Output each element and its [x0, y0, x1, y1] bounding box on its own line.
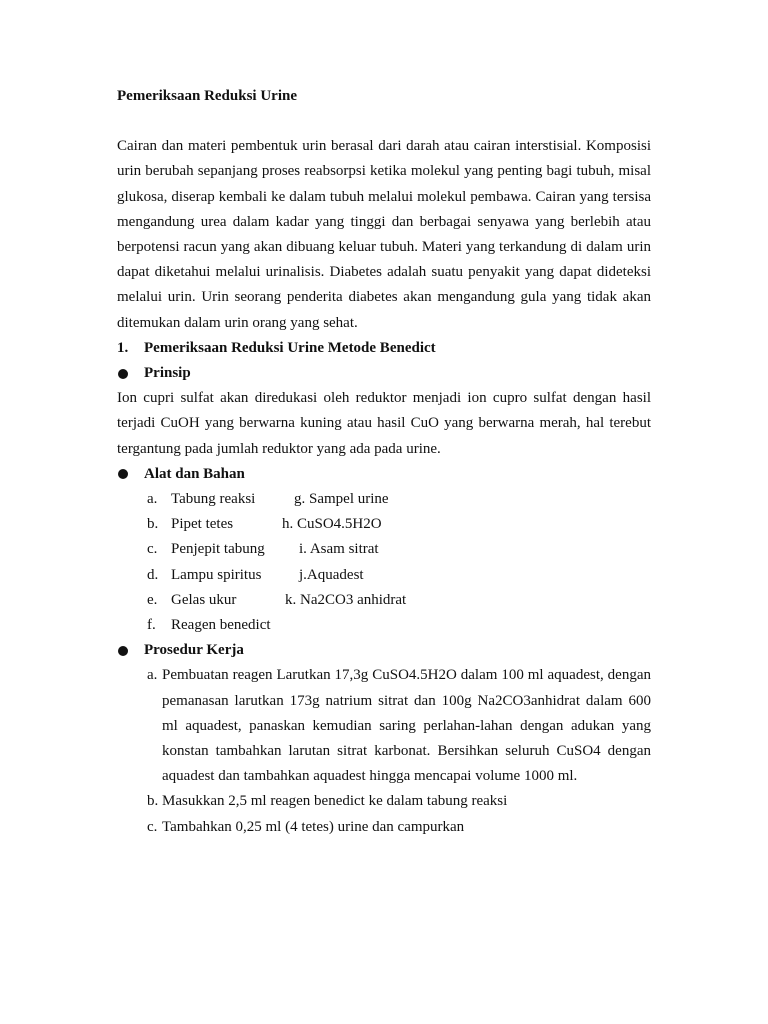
step-text: Tambahkan 0,25 ml (4 tetes) urine dan campurkan	[162, 818, 465, 835]
list-item-text-right: i. Asam sitrat	[299, 541, 379, 558]
list-item-text-right: j.Aquadest	[299, 566, 364, 583]
list-item	[147, 663, 651, 789]
list-item-text-right: g. Sampel urine	[294, 491, 389, 508]
prinsip-heading-text: Prinsip	[144, 365, 191, 382]
step-text: Pembuatan reagen Larutkan 17,3g CuSO4.5H2O dalam 100 ml aquadest, dengan pemanasan larutkan 173g natrium sitrat dan 100g Na2CO3anhidrat dalam 600 ml aquadest, panaskan kemudian saring perlahan-lahan dengan adukan yang konstan tambahkan larutan sitrat karbonat. Bersihkan seluruh CuSO4 dengan aquadest dan tambahkan aquadest hingga mencapai volume 1000 ml.	[162, 667, 651, 785]
intro-paragraph: Cairan dan materi pembentuk urin berasal dari darah atau cairan interstisial. Komposisi urin berubah sepanjang proses reabsorpsi ketika molekul yang penting bagi tubuh, misal glukosa, diserap kembali ke dalam tubuh melalui molekul pembawa. Cairan yang tersisa mengandung urea dalam kadar yang tinggi dan berbagai senyawa yang berlebih atau berpotensi racun yang akan dibuang keluar tubuh. Materi yang terkandung di dalam urin dapat diketahui melalui urinalisis. Diabetes adalah suatu penyakit yang dapat dideteksi melalui urin. Urin seorang penderita diabetes akan mengandung gula yang tidak akan ditemukan dalam urin orang yang sehat.	[117, 138, 651, 331]
bullet-icon	[117, 646, 144, 656]
list-item	[117, 512, 651, 537]
list-item-text: Lampu spiritus	[171, 566, 262, 583]
list-item	[117, 537, 651, 562]
section-number: 1.	[117, 339, 129, 356]
step-text: Masukkan 2,5 ml reagen benedict ke dalam tabung reaksi	[162, 793, 508, 810]
list-item-text: Penjepit tabung	[171, 541, 265, 558]
alat-heading-text: Alat dan Bahan	[144, 465, 245, 482]
document-title: Pemeriksaan Reduksi Urine	[117, 88, 297, 104]
alat-heading	[117, 462, 651, 487]
step-letter: b.	[147, 793, 159, 810]
section-heading-text: Pemeriksaan Reduksi Urine Metode Benedict	[144, 339, 436, 356]
section-heading-benedict	[117, 336, 651, 361]
prosedur-list	[117, 663, 651, 839]
bullet-icon	[117, 469, 144, 479]
document-page	[117, 84, 651, 840]
prinsip-heading	[117, 361, 651, 386]
prosedur-heading	[117, 638, 651, 663]
list-letter: a.	[147, 491, 158, 508]
list-item	[117, 487, 651, 512]
list-letter: c.	[147, 541, 158, 558]
list-letter: d.	[147, 566, 159, 583]
list-letter: b.	[147, 516, 159, 533]
list-item-text: Tabung reaksi	[171, 491, 256, 508]
list-item-text: Pipet tetes	[171, 516, 234, 533]
prinsip-paragraph: Ion cupri sulfat akan diredukasi oleh reduktor menjadi ion cupro sulfat dengan hasil terjadi CuOH yang berwarna kuning atau hasil CuO yang berwarna merah, hal terebut tergantung pada jumlah reduktor yang ada pada urine.	[117, 390, 651, 457]
list-item-text-right: h. CuSO4.5H2O	[282, 516, 382, 533]
list-item-text: Gelas ukur	[171, 591, 237, 608]
list-item-text-right: k. Na2CO3 anhidrat	[285, 591, 407, 608]
list-item	[117, 588, 651, 613]
list-item	[117, 613, 651, 638]
alat-list	[117, 487, 651, 638]
list-item	[147, 815, 651, 840]
step-letter: c.	[147, 818, 158, 835]
step-letter: a.	[147, 667, 158, 684]
list-item-text: Reagen benedict	[171, 616, 271, 633]
prosedur-heading-text: Prosedur Kerja	[144, 642, 244, 659]
list-letter: e.	[147, 591, 158, 608]
bullet-icon	[117, 369, 144, 379]
list-item	[147, 789, 651, 814]
list-item	[117, 563, 651, 588]
list-letter: f.	[147, 616, 156, 633]
